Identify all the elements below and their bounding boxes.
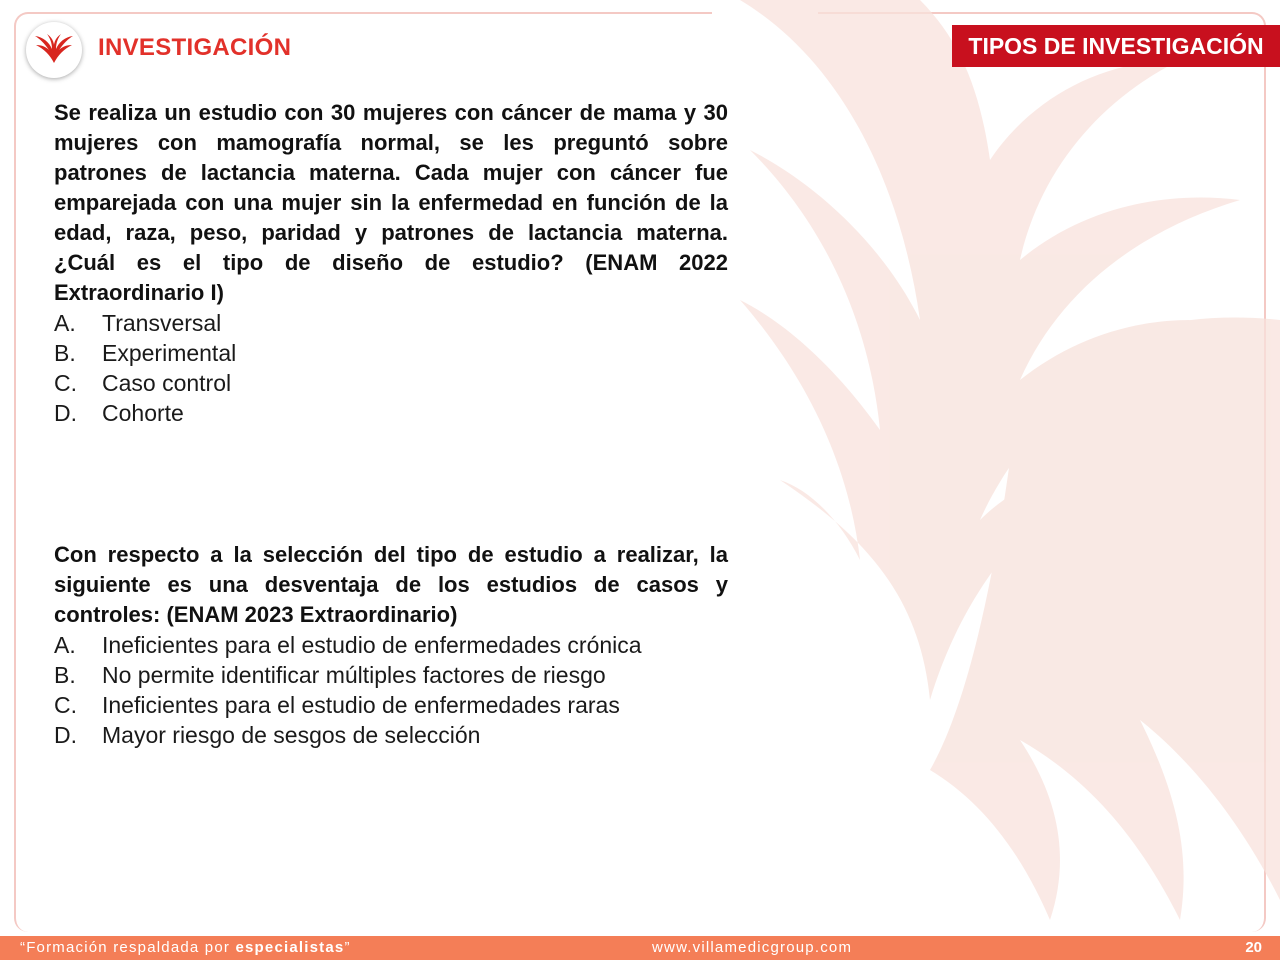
option-text: No permite identificar múltiples factores de riesgo xyxy=(102,662,606,688)
option-text: Caso control xyxy=(102,370,232,396)
option-text: Cohorte xyxy=(102,400,184,426)
question-stem: Con respecto a la selección del tipo de estudio a realizar, la siguiente es una desventaja de los estudios de casos y controles: (ENAM 2023 Extraordinario) xyxy=(54,542,728,627)
option-letter: C. xyxy=(54,370,77,396)
option-letter: C. xyxy=(54,692,77,718)
section-badge: TIPOS DE INVESTIGACIÓN xyxy=(952,25,1280,67)
option-letter: B. xyxy=(54,340,76,366)
option-letter: A. xyxy=(54,632,76,658)
footer-url[interactable]: www.villamedicgroup.com xyxy=(652,939,853,956)
phoenix-icon xyxy=(34,33,74,67)
option-c[interactable] xyxy=(54,690,728,720)
question-stem: Se realiza un estudio con 30 mujeres con cáncer de mama y 30 mujeres con mamografía normal, se les preguntó sobre patrones de lactancia materna. Cada mujer con cáncer fue emparejada con una mujer sin la enfermedad en función de la edad, raza, peso, paridad y patrones de lactancia materna. ¿Cuál es el tipo de diseño de estudio? (ENAM 2022 Extraordinario I) xyxy=(54,100,728,305)
option-letter: D. xyxy=(54,722,77,748)
option-text: Ineficientes para el estudio de enfermedades raras xyxy=(102,692,620,718)
option-b[interactable] xyxy=(54,338,728,368)
brand-title: INVESTIGACIÓN xyxy=(98,34,292,61)
footer-quote xyxy=(20,939,351,956)
logo xyxy=(26,22,82,78)
option-text: Experimental xyxy=(102,340,237,366)
footer-quote-bold: especialistas xyxy=(235,939,345,956)
option-c[interactable] xyxy=(54,368,728,398)
option-a[interactable] xyxy=(54,308,728,338)
options-list xyxy=(54,308,728,428)
option-a[interactable] xyxy=(54,630,728,660)
option-letter: A. xyxy=(54,310,76,336)
question-2 xyxy=(54,540,728,750)
footer-bar xyxy=(0,936,1280,960)
option-letter: B. xyxy=(54,662,76,688)
footer-quote-start: “Formación respaldada por xyxy=(20,939,236,956)
option-d[interactable] xyxy=(54,398,728,428)
option-text: Ineficientes para el estudio de enfermedades crónica xyxy=(102,632,642,658)
page-number: 20 xyxy=(1245,939,1262,956)
question-1 xyxy=(54,98,728,428)
option-d[interactable] xyxy=(54,720,728,750)
option-letter: D. xyxy=(54,400,77,426)
footer-quote-end: ” xyxy=(344,939,351,956)
phoenix-watermark-icon xyxy=(720,0,1280,930)
option-text: Transversal xyxy=(102,310,222,336)
option-text: Mayor riesgo de sesgos de selección xyxy=(102,722,481,748)
options-list xyxy=(54,630,728,750)
option-b[interactable] xyxy=(54,660,728,690)
